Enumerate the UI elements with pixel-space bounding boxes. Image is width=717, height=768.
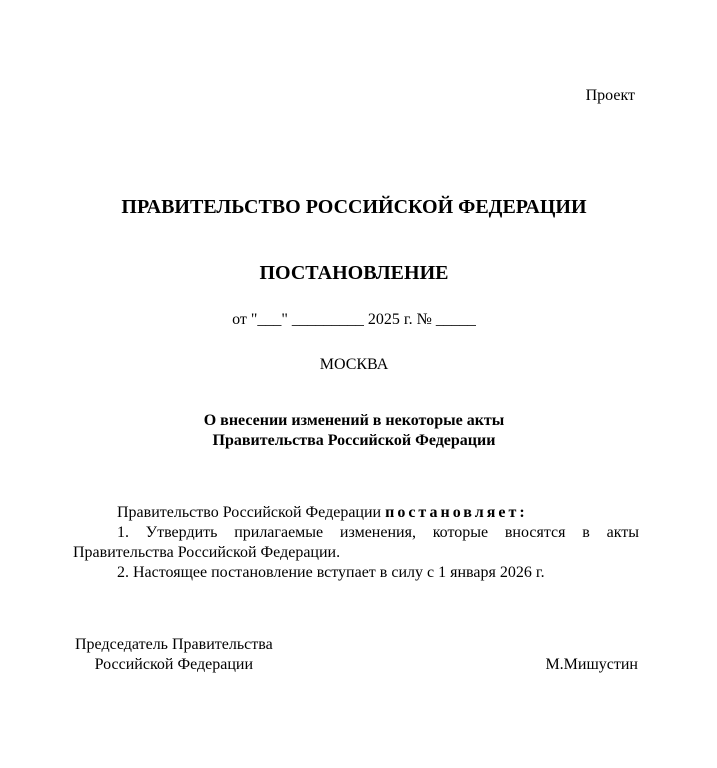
document-subject [0, 411, 708, 451]
signatory-name: М.Мишустин [545, 656, 638, 673]
signatory-position-line-2: Российской Федерации [94, 656, 254, 673]
intro-text: Правительство Российской Федерации [117, 504, 386, 521]
resolves-word: постановляет: [385, 504, 528, 521]
date-number-line: от "___" _________ 2025 г. № _____ [232, 311, 476, 328]
city-name: МОСКВА [319, 356, 389, 373]
signatory-position [75, 635, 273, 675]
resolution-intro [73, 503, 639, 523]
subject-line-1: О внесении изменений в некоторые акты [203, 412, 505, 429]
resolution-item-1: 1. Утвердить прилагаемые изменения, которые вносятся в акты Правительства Российской Федерации. [73, 524, 639, 561]
government-title: ПРАВИТЕЛЬСТВО РОССИЙСКОЙ ФЕДЕРАЦИИ [121, 196, 587, 218]
resolution-item-2: 2. Настоящее постановление вступает в силу с 1 января 2026 г. [117, 564, 545, 581]
signatory-position-line-1: Председатель Правительства [75, 636, 273, 653]
document-body [73, 503, 639, 583]
document-type: ПОСТАНОВЛЕНИЕ [259, 262, 449, 284]
draft-label: Проект [585, 87, 635, 104]
subject-line-2: Правительства Российской Федерации [212, 432, 496, 449]
